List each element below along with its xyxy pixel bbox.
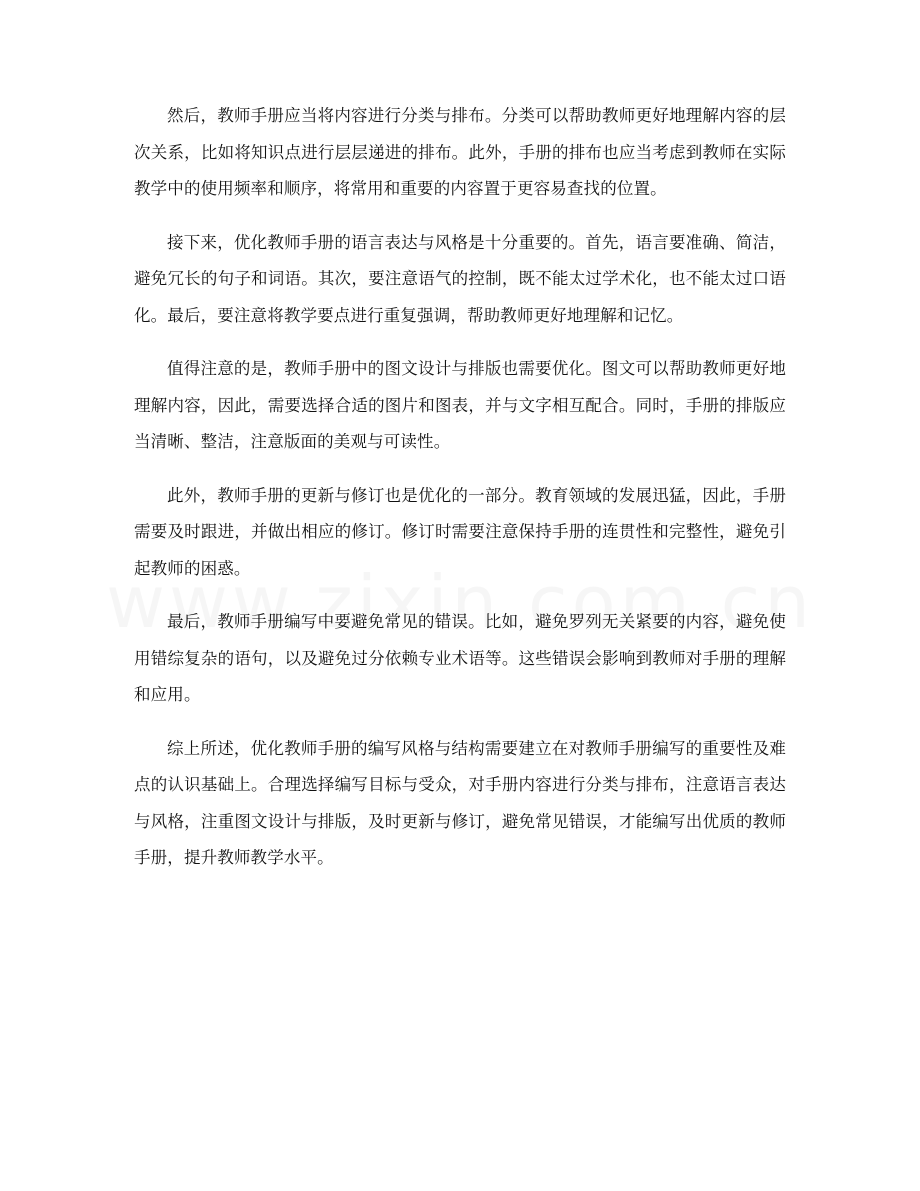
document-body [134, 98, 786, 894]
paragraph-5: 最后，教师手册编写中要避免常见的错误。比如，避免罗列无关紧要的内容，避免使用错综复杂的语句，以及避免过分依赖专业术语等。这些错误会影响到教师对手册的理解和应用。 [134, 612, 786, 704]
paragraph-4: 此外，教师手册的更新与修订也是优化的一部分。教育领域的发展迅猛，因此，手册需要及时跟进，并做出相应的修订。修订时需要注意保持手册的连贯性和完整性，避免引起教师的困惑。 [134, 485, 786, 578]
paragraph-1: 然后，教师手册应当将内容进行分类与排布。分类可以帮助教师更好地理解内容的层次关系，比如将知识点进行层层递进的排布。此外，手册的排布也应当考虑到教师在实际教学中的使用频率和顺序，将常用和重要的内容置于更容易查找的位置。 [134, 106, 786, 198]
paragraph-2: 接下来，优化教师手册的语言表达与风格是十分重要的。首先，语言要准确、简洁，避免冗长的句子和词语。其次，要注意语气的控制，既不能太过学术化，也不能太过口语化。最后，要注意将教学要点进行重复强调，帮助教师更好地理解和记忆。 [134, 232, 786, 325]
paragraph-6: 综上所述，优化教师手册的编写风格与结构需要建立在对教师手册编写的重要性及难点的认识基础上。合理选择编写目标与受众，对手册内容进行分类与排布，注意语言表达与风格，注重图文设计与排版，及时更新与修订，避免常见错误，才能编写出优质的教师手册，提升教师教学水平。 [134, 738, 786, 867]
paragraph-3: 值得注意的是，教师手册中的图文设计与排版也需要优化。图文可以帮助教师更好地理解内容，因此，需要选择合适的图片和图表，并与文字相互配合。同时，手册的排版应当清晰、整洁，注意版面的美观与可读性。 [134, 359, 786, 451]
